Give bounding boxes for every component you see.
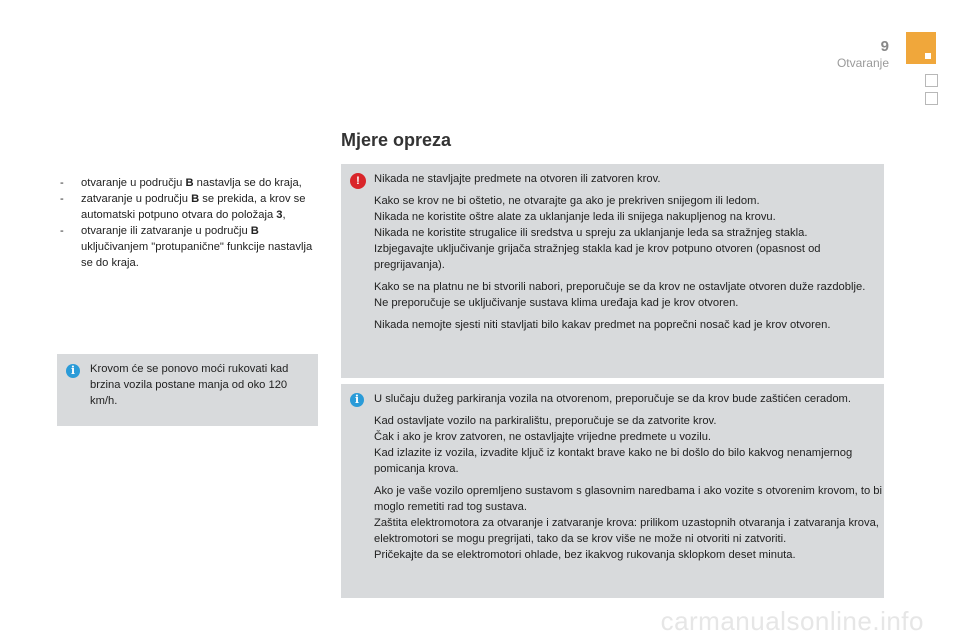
tip-paragraph: Kad ostavljate vozilo na parkiralištu, preporučuje se da zatvorite krov. Čak i ako je krov zatvoren, ne ostavljajte vrijedne predmete u vozilu. Kad izlazite iz vozila, izvadite ključ iz kontakt brave kako ne bi došlo do bilo kakvog nenamjernog pomicanja krova. bbox=[374, 415, 853, 475]
info-icon: i bbox=[66, 364, 80, 378]
tip-paragraph: U slučaju dužeg parkiranja vozila na otvorenom, preporučuje se da krov bude zaštićen ceradom. bbox=[374, 393, 851, 405]
warning-paragraph: Nikada nemojte sjesti niti stavljati bilo kakav predmet na poprečni nosač kad je krov otvoren. bbox=[374, 319, 831, 331]
list-item: - otvaranje u području B nastavlja se do kraja, bbox=[60, 177, 302, 189]
section-title: Otvaranje bbox=[836, 56, 889, 70]
tip-panel bbox=[341, 384, 884, 598]
warning-paragraph: Nikada ne stavljajte predmete na otvoren ili zatvoren krov. bbox=[374, 173, 661, 185]
warning-paragraph: Kako se krov ne bi oštetio, ne otvarajte ga ako je prekriven snijegom ili ledom. Nikada ne koristite oštre alate za uklanjanje leda ili snijega nakupljenog na krovu. Nikada ne koristite strugalice ili sredstva u spreju za uklanjanje leda sa stražnjeg stakla. Izbjegavajte uključivanje grijača stražnjeg stakla kad je krov potpuno otvoren (opasnost od pregrijavanja). bbox=[374, 195, 821, 271]
warning-panel bbox=[341, 164, 884, 378]
section-tab-active bbox=[906, 32, 936, 64]
warning-paragraph: Kako se na platnu ne bi stvorili nabori, preporučuje se da krov ne ostavljate otvoren duže razdoblje. Ne preporučuje se uključivanje sustava klima uređaja kad je krov otvoren. bbox=[374, 281, 866, 309]
info-icon: i bbox=[350, 393, 364, 407]
page-number: 9 bbox=[880, 38, 889, 55]
section-tab-empty-1 bbox=[925, 74, 938, 87]
warning-icon: ! bbox=[350, 173, 366, 189]
section-tab-empty-2 bbox=[925, 92, 938, 105]
speed-info-text: Krovom će se ponovo moći rukovati kad brzina vozila postane manja od oko 120 km/h. bbox=[90, 363, 289, 407]
roof-behavior-list bbox=[60, 175, 322, 271]
list-item: - zatvaranje u području B se prekida, a krov se automatski potpuno otvara do položaja 3, bbox=[60, 193, 306, 221]
tab-dot bbox=[925, 53, 931, 59]
tip-paragraph: Ako je vaše vozilo opremljeno sustavom s glasovnim naredbama i ako vozite s otvorenim krovom, to bi moglo remetiti rad tog sustava. Zaštita elektromotora za otvaranje i zatvaranje krova: prilikom uzastopnih otvaranja i zatvaranja krova, elektromotori se mogu pregrijati, tako da se krov više ne može ni otvoriti ni zatvoriti. Pričekajte da se elektromotori ohlade, bez ikakvog rukovanja sklopkom deset minuta. bbox=[374, 485, 883, 561]
precautions-heading: Mjere opreza bbox=[341, 130, 452, 150]
watermark: carmanualsonline.info bbox=[660, 606, 924, 636]
list-item: - otvaranje ili zatvaranje u području B uključivanjem "protupanične" funkcije nastavlja se do kraja. bbox=[60, 225, 313, 269]
speed-info-box bbox=[57, 354, 318, 426]
